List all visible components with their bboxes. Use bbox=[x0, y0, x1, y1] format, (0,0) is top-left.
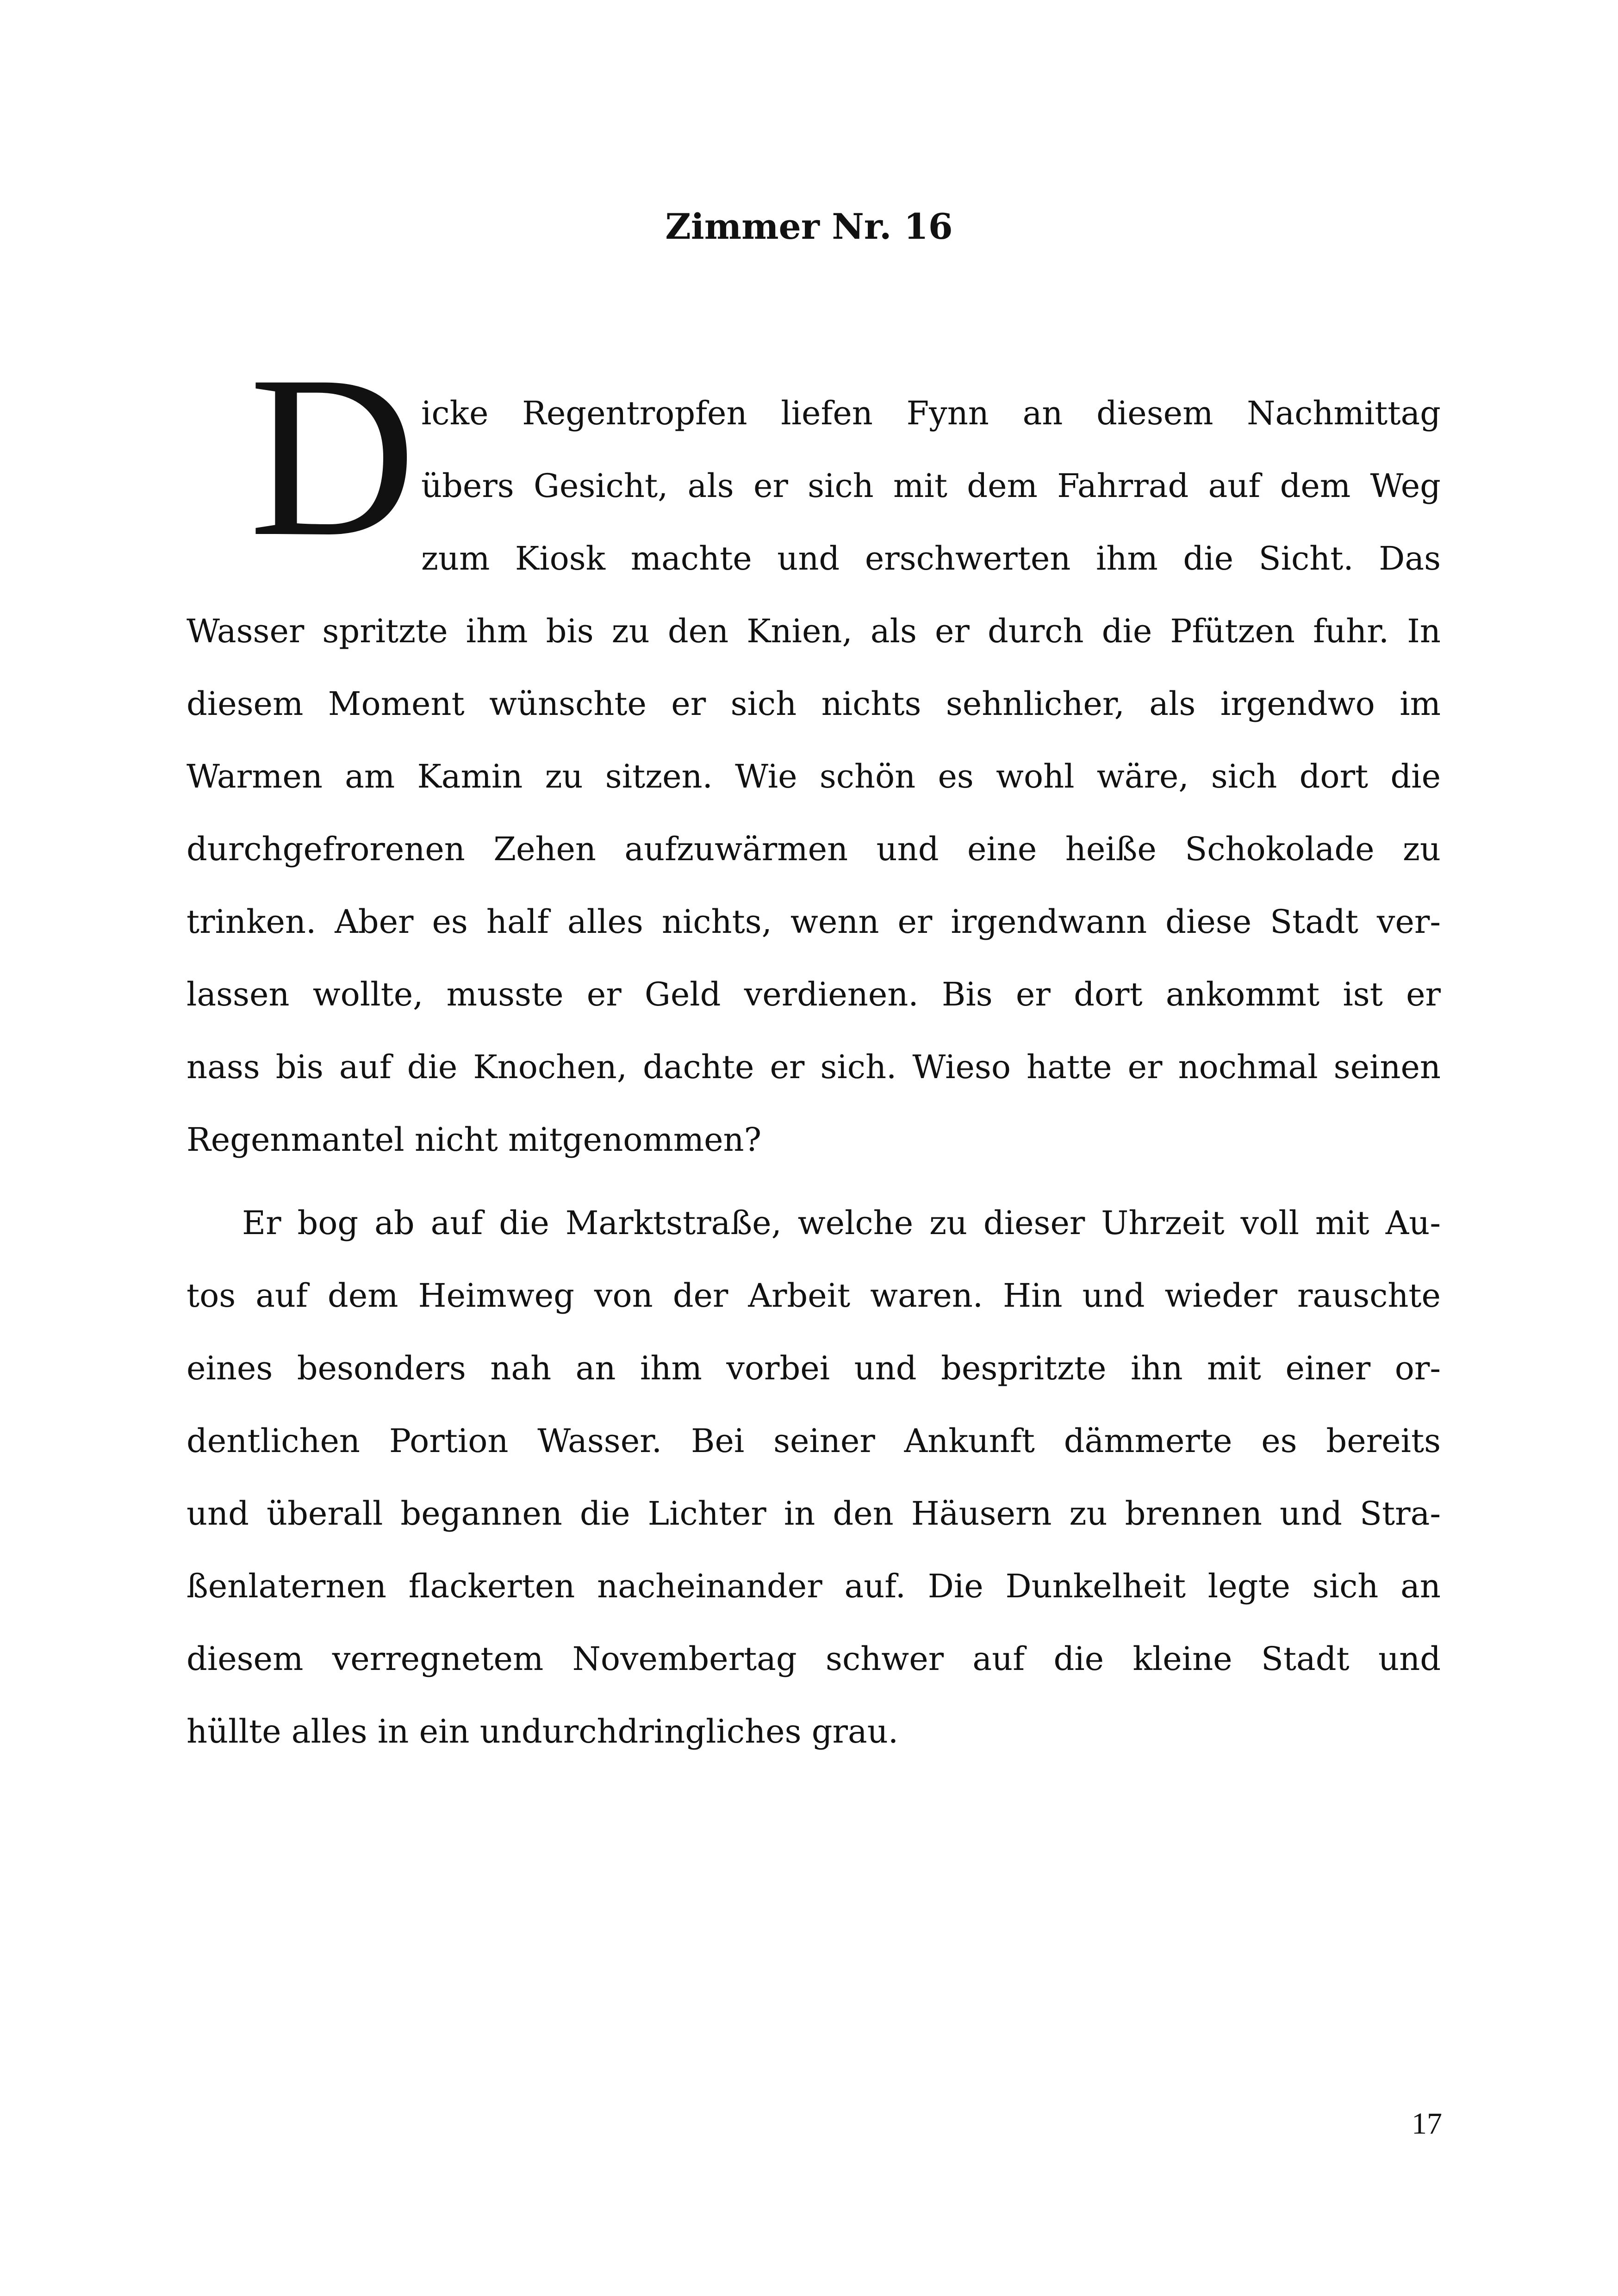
text-line: diesem verregnetem Novembertag schwer auf die kleine Stadt und bbox=[187, 1640, 1441, 1678]
text-line: eines besonders nah an ihm vorbei und bespritzte ihn mit einer or- bbox=[187, 1349, 1441, 1387]
text-line: Regenmantel nicht mitgenommen? bbox=[187, 1121, 762, 1159]
page-number: 17 bbox=[1412, 2107, 1442, 2141]
text-line: durchgefrorenen Zehen aufzuwärmen und eine heiße Schokolade zu bbox=[187, 830, 1441, 868]
text-line: trinken. Aber es half alles nichts, wenn er irgendwann diese Stadt ver- bbox=[187, 903, 1441, 941]
text-line: und überall begannen die Lichter in den Häusern zu brennen und Stra- bbox=[187, 1495, 1441, 1533]
text-line: ßenlaternen flackerten nacheinander auf. Die Dunkelheit legte sich an bbox=[187, 1567, 1441, 1605]
text-line: zum Kiosk machte und erschwerten ihm die Sicht. Das bbox=[421, 540, 1441, 577]
text-line: icke Regentropfen liefen Fynn an diesem Nachmittag bbox=[421, 394, 1441, 432]
text-line: lassen wollte, musste er Geld verdienen. Bis er dort ankommt ist er bbox=[187, 975, 1441, 1013]
text-line: dentlichen Portion Wasser. Bei seiner Ankunft dämmerte es bereits bbox=[187, 1422, 1441, 1460]
text-line: hüllte alles in ein undurchdringliches grau. bbox=[187, 1713, 899, 1750]
text-line: übers Gesicht, als er sich mit dem Fahrrad auf dem Weg bbox=[421, 467, 1441, 505]
text-line: tos auf dem Heimweg von der Arbeit waren. Hin und wieder rauschte bbox=[187, 1277, 1441, 1315]
text-line: Er bog ab auf die Marktstraße, welche zu dieser Uhrzeit voll mit Au- bbox=[242, 1204, 1441, 1242]
text-line: nass bis auf die Knochen, dachte er sich. Wieso hatte er nochmal seinen bbox=[187, 1048, 1441, 1086]
chapter-title: Zimmer Nr. 16 bbox=[665, 206, 953, 247]
text-line: Wasser spritzte ihm bis zu den Knien, als er durch die Pfützen fuhr. In bbox=[187, 612, 1441, 650]
drop-cap-initial: D bbox=[249, 328, 417, 584]
text-line: Warmen am Kamin zu sitzen. Wie schön es wohl wäre, sich dort die bbox=[187, 757, 1441, 795]
text-line: diesem Moment wünschte er sich nichts sehnlicher, als irgendwo im bbox=[187, 685, 1441, 723]
